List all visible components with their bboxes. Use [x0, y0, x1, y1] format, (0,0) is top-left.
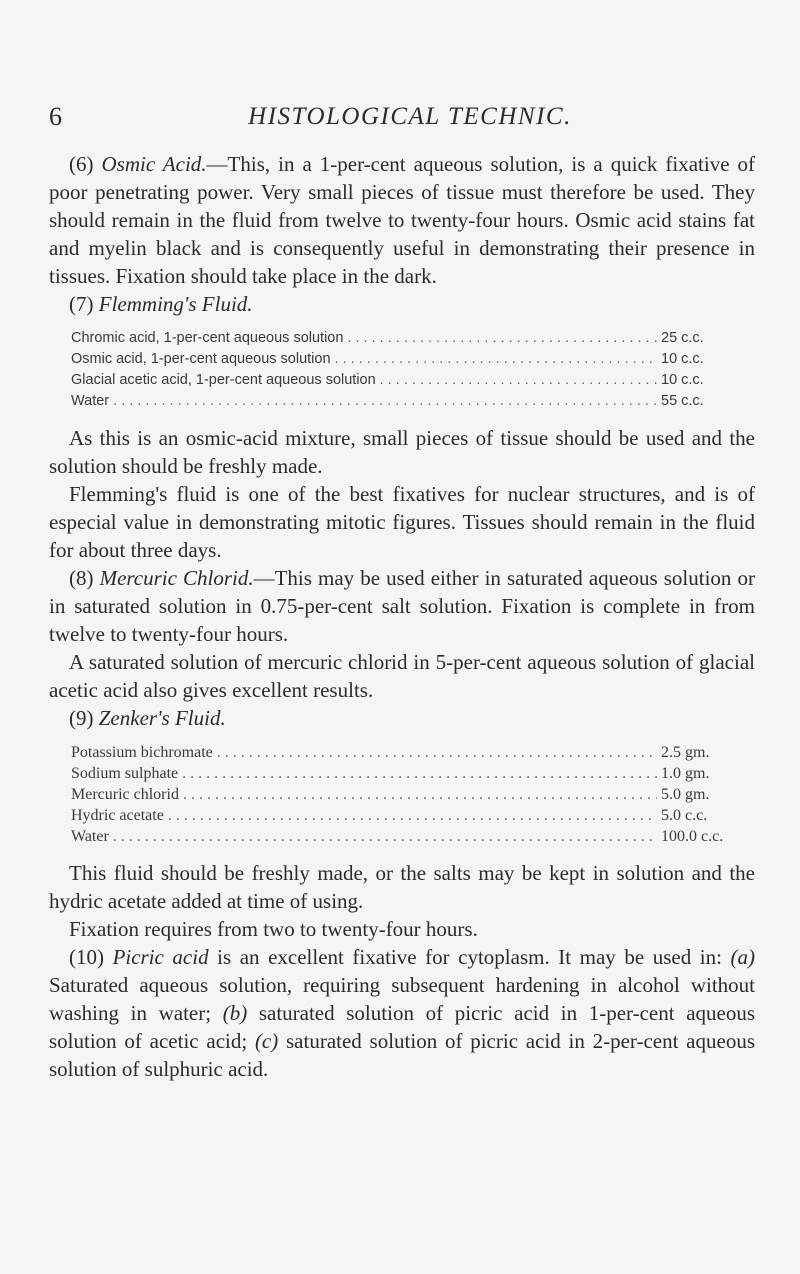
section-text: —This may be used either in saturated aqueous solution or in saturated solution in 0.75-per-cent salt solution. Fixation is complete in from twelve to twenty-four hours.	[49, 566, 755, 646]
leader-dots	[183, 784, 657, 805]
section-number: (8)	[69, 566, 94, 590]
flemmings-formula	[71, 328, 731, 412]
formula-row	[71, 391, 731, 412]
ingredient-name: Potassium bichromate	[71, 744, 213, 761]
section-number: (7)	[69, 292, 94, 316]
page-header	[0, 102, 800, 132]
section-title: Mercuric Chlorid.	[99, 566, 254, 590]
section-mercuric-chlorid	[49, 564, 755, 648]
formula-row	[71, 763, 731, 784]
ingredient-amount: 1.0 gm.	[661, 765, 710, 782]
paragraph: As this is an osmic-acid mixture, small pieces of tissue should be used and the solution should be freshly made.	[49, 426, 755, 478]
leader-dots	[182, 763, 657, 784]
section-number: (10)	[69, 945, 104, 969]
option-label: (c)	[254, 1029, 279, 1053]
zenkers-formula	[71, 742, 731, 847]
section-zenkers-fluid	[49, 704, 755, 732]
section-flemmings-fluid	[49, 290, 755, 318]
ingredient-amount: 10 c.c.	[661, 372, 704, 388]
section-number: (9)	[69, 706, 94, 730]
ingredient-amount: 55 c.c.	[661, 393, 704, 409]
ingredient-amount: 5.0 c.c.	[661, 807, 708, 824]
ingredient-name: Water	[71, 828, 109, 845]
body-text	[49, 150, 755, 1083]
ingredient-amount: 100.0 c.c.	[661, 828, 724, 845]
leader-dots	[113, 391, 657, 412]
formula-row	[71, 784, 731, 805]
leader-dots	[217, 742, 657, 763]
section-title: Picric acid	[112, 945, 209, 969]
formula-row	[71, 370, 731, 391]
leader-dots	[347, 328, 657, 349]
ingredient-name: Sodium sulphate	[71, 765, 179, 782]
section-title: Zenker's Fluid.	[98, 706, 226, 730]
leader-dots	[380, 370, 657, 391]
option-label: (a)	[730, 945, 756, 969]
formula-row	[71, 349, 731, 370]
ingredient-amount: 5.0 gm.	[661, 786, 710, 803]
ingredient-amount: 25 c.c.	[661, 330, 704, 346]
ingredient-name: Chromic acid, 1-per-cent aqueous solution	[71, 330, 344, 346]
section-osmic-acid	[49, 150, 755, 290]
paragraph: A saturated solution of mercuric chlorid in 5-per-cent aqueous solution of glacial acetic acid also gives excellent results.	[49, 650, 755, 702]
formula-row	[71, 328, 731, 349]
formula-row	[71, 742, 731, 763]
section-text: —This, in a 1-per-cent aqueous solution, is a quick fixative of poor penetrating power. Very small pieces of tissue must therefore be used. They should remain in the fluid from twelve to twenty-four hours. Osmic acid stains fat and myelin black and is consequently useful in demonstrating their presence in tissues. Fixation should take place in the dark.	[49, 152, 756, 288]
option-label: (b)	[222, 1001, 248, 1025]
section-text: Saturated aqueous solution, requiring subsequent hardening in alcohol without washing in water;	[49, 973, 755, 1025]
formula-row	[71, 826, 731, 847]
section-picric-acid	[49, 943, 755, 1083]
section-title: Osmic Acid.	[101, 152, 207, 176]
leader-dots	[168, 805, 657, 826]
ingredient-amount: 10 c.c.	[661, 351, 704, 367]
running-title: HISTOLOGICAL TECHNIC.	[248, 103, 572, 130]
leader-dots	[113, 826, 657, 847]
section-number: (6)	[69, 152, 94, 176]
paragraph: Fixation requires from two to twenty-four hours.	[69, 917, 478, 941]
leader-dots	[335, 349, 657, 370]
section-text: is an excellent fixative for cytoplasm. It may be used in:	[208, 945, 731, 969]
formula-row	[71, 805, 731, 826]
ingredient-name: Water	[71, 393, 110, 409]
ingredient-name: Hydric acetate	[71, 807, 164, 824]
paragraph: This fluid should be freshly made, or the salts may be kept in solution and the hydric acetate added at time of using.	[49, 861, 755, 913]
section-text: saturated solution of picric acid in 2-per-cent aqueous solution of sulphuric acid.	[49, 1029, 755, 1081]
ingredient-name: Glacial acetic acid, 1-per-cent aqueous solution	[71, 372, 376, 388]
ingredient-name: Osmic acid, 1-per-cent aqueous solution	[71, 351, 331, 367]
page-number: 6	[49, 102, 62, 131]
paragraph: Flemming's fluid is one of the best fixatives for nuclear structures, and is of especial value in demonstrating mitotic figures. Tissues should remain in the fluid for about three days.	[49, 482, 755, 562]
section-title: Flemming's Fluid.	[98, 292, 253, 316]
ingredient-amount: 2.5 gm.	[661, 744, 710, 761]
ingredient-name: Mercuric chlorid	[71, 786, 179, 803]
section-text: saturated solution of picric acid in 1-per-cent aqueous solution of acetic acid;	[49, 1001, 756, 1053]
